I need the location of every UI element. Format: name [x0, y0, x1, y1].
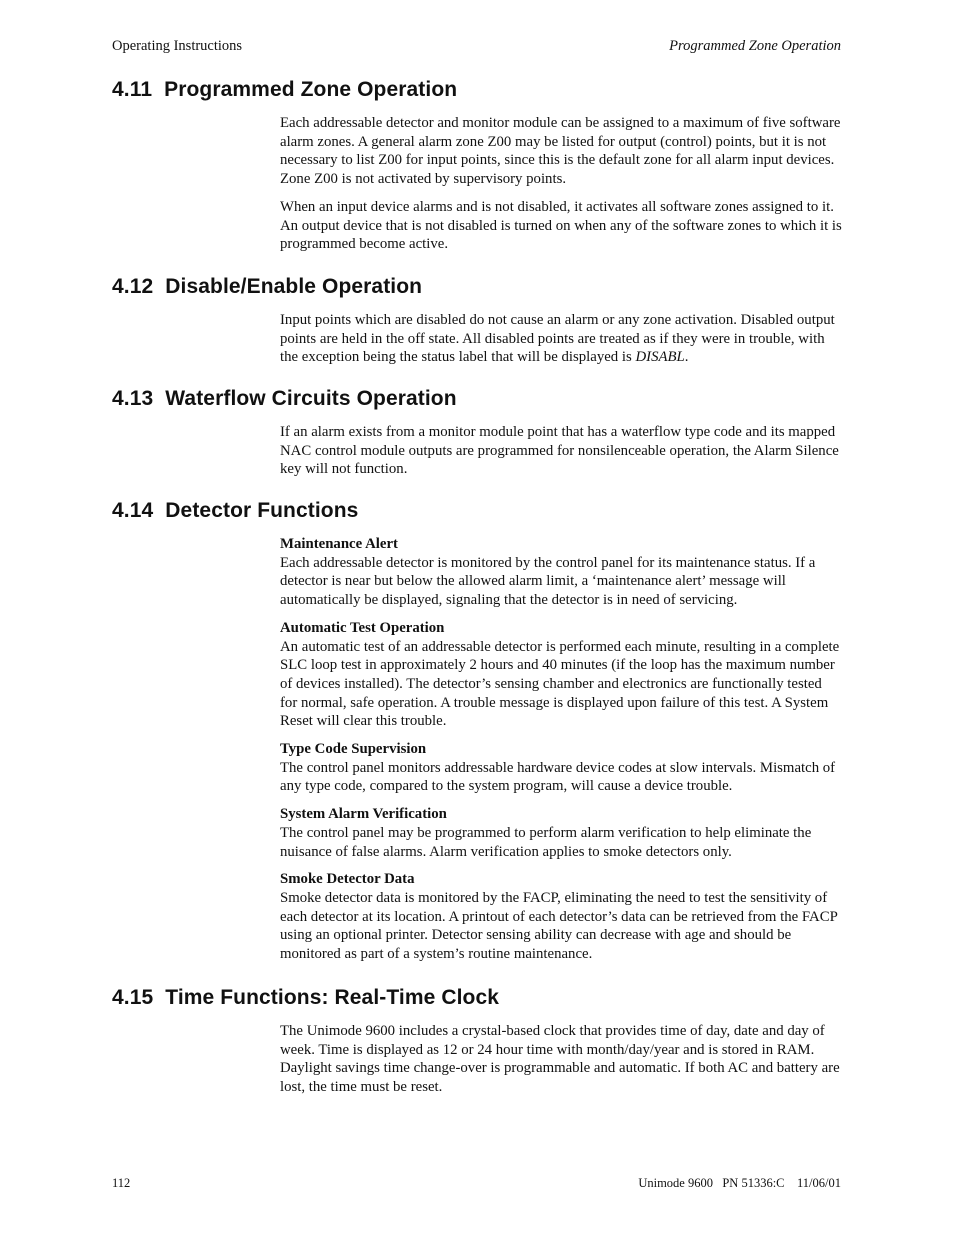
section-heading — [112, 275, 422, 299]
paragraph: Each addressable detector and monitor module can be assigned to a maximum of five software alarm zones. A general alarm zone Z00 may be listed for output (control) points, but it is not necessary to list Z00 for input points, since this is the default zone for all alarm input devices. Zone Z00 is not activated by supervisory points. — [280, 115, 841, 188]
section-body — [280, 311, 842, 376]
subsection-heading: Smoke Detector Data — [280, 871, 415, 888]
subsection-heading: System Alarm Verification — [280, 806, 447, 823]
subsection-heading: Maintenance Alert — [280, 536, 398, 552]
paragraph: The Unimode 9600 includes a crystal-based clock that provides time of day, date and day of week. Time is displayed as 12 or 24 hour time with month/day/year and is stored in RAM. Daylight savings time change-over is programmable and automatic. If both AC and battery are lost, the time must be reset. — [280, 1023, 840, 1096]
section-title: Time Functions: Real-Time Clock — [165, 986, 500, 1009]
subsection-maintenance-alert — [280, 535, 842, 610]
status-label: DISABL — [635, 349, 685, 366]
section-title: Programmed Zone Operation — [164, 78, 458, 101]
section-title: Waterflow Circuits Operation — [165, 387, 457, 410]
page-number: 112 — [112, 1176, 131, 1190]
subsection-text: The control panel monitors addressable hardware device codes at slow intervals. Mismatch of any type code, compared to the system program, will cause a device trouble. — [280, 759, 836, 795]
subsection-text: An automatic test of an addressable detector is performed each minute, resulting in a complete SLC loop test in approximately 2 hours and 40 minutes (if the loop has the maximum number of devices installed). The detector’s sensing chamber and electronics are functionally tested for normal, safe operation. A trouble message is displayed upon failure of this test. A System Reset will clear this trouble. — [280, 638, 840, 730]
footer-doc-info: Unimode 9600 PN 51336:C 11/06/01 — [638, 1176, 841, 1190]
section-heading — [112, 986, 499, 1010]
subsection-type-code — [280, 740, 842, 796]
section-number: 4.11 — [112, 78, 153, 101]
section-heading — [112, 499, 358, 523]
subsection-heading: Automatic Test Operation — [280, 619, 445, 636]
paragraph: If an alarm exists from a monitor module point that has a waterflow type code and its mapped NAC control module outputs are programmed for nonsilenceable operation, the Alarm Silence key will not function. — [280, 424, 839, 478]
subsection-automatic-test — [280, 619, 842, 731]
subsection-text: The control panel may be programmed to perform alarm verification to help eliminate the nuisance of false alarms. Alarm verification applies to smoke detectors only. — [280, 824, 812, 860]
section-body — [280, 535, 842, 973]
section-body — [280, 423, 842, 488]
running-header-left: Operating Instructions — [112, 38, 243, 54]
section-body — [280, 114, 842, 263]
section-heading — [112, 78, 457, 102]
subsection-alarm-verification — [280, 805, 842, 861]
paragraph-end: . — [684, 349, 689, 366]
paragraph: When an input device alarms and is not disabled, it activates all software zones assigned to it. An output device that is not disabled is turned on when any of the software zones to which it is programmed become active. — [280, 198, 842, 253]
section-body — [280, 1022, 842, 1106]
section-title: Detector Functions — [165, 499, 359, 522]
running-header-right: Programmed Zone Operation — [669, 38, 841, 54]
section-number: 4.13 — [112, 387, 154, 410]
section-number: 4.15 — [112, 986, 154, 1009]
paragraph-text: Input points which are disabled do not cause an alarm or any zone activation. Disabled output points are held in the off state. All disabled points are treated as if they were in trouble, with the exception being the status label that will be displayed is — [280, 312, 835, 366]
subsection-text: Each addressable detector is monitored by the control panel for its maintenance status. If a detector is near but below the allowed alarm limit, a ‘maintenance alert’ message will automatically be displayed, signaling that the detector is in need of servicing. — [280, 554, 816, 609]
subsection-smoke-detector-data — [280, 870, 842, 964]
section-number: 4.14 — [112, 499, 154, 522]
section-title: Disable/Enable Operation — [165, 275, 423, 298]
subsection-heading: Type Code Supervision — [280, 741, 427, 758]
paragraph — [280, 311, 842, 367]
section-heading — [112, 387, 457, 411]
subsection-text: Smoke detector data is monitored by the FACP, eliminating the need to test the sensitivity of each detector at its location. A printout of each detector’s data can be retrieved from the FACP using an optional printer. Detector sensing ability can decrease with age and should be monitored as part of a system’s routine maintenance. — [280, 889, 838, 963]
section-number: 4.12 — [112, 275, 154, 298]
